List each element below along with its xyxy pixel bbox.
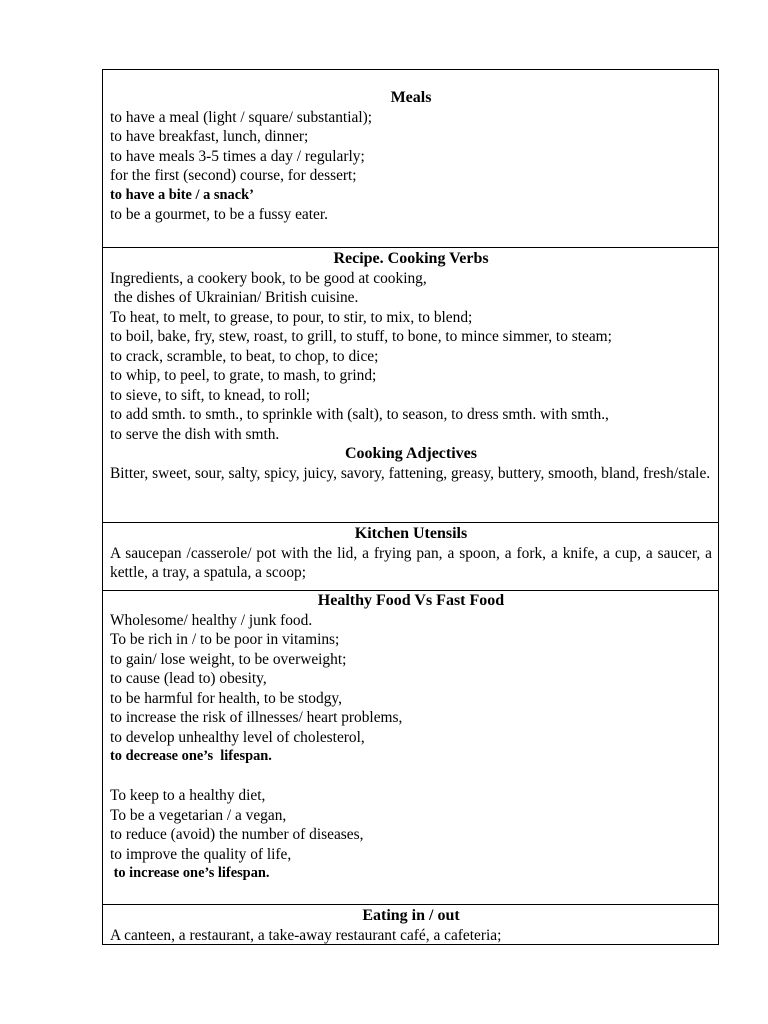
healthy-line: to cause (lead to) obesity, xyxy=(110,670,267,687)
meals-line: to be a gourmet, to be a fussy eater. xyxy=(110,206,328,223)
recipe-line: to sieve, to sift, to knead, to roll; xyxy=(110,386,311,404)
recipe-line: Ingredients, a cookery book, to be good at cooking, xyxy=(110,269,427,287)
section-meals xyxy=(103,70,718,247)
healthy-line: to develop unhealthy level of cholesterol, xyxy=(110,728,365,746)
meals-line: to have breakfast, lunch, dinner; xyxy=(110,128,309,145)
healthy-line-bold: to increase one’s lifespan. xyxy=(110,865,270,881)
healthy-line: To be rich in / to be poor in vitamins; xyxy=(110,631,340,648)
section-eating-in-out xyxy=(103,904,718,944)
healthy-line: To be a vegetarian / a vegan, xyxy=(110,806,287,824)
healthy-line: To keep to a healthy diet, xyxy=(110,787,266,804)
meals-line: to have meals 3-5 times a day / regularly; xyxy=(110,147,365,165)
utensils-text: A saucepan /casserole/ pot with the lid, a frying pan, a spoon, a fork, a knife, a cup, a saucer, a kettle, a tray, a spatula, a scoop; xyxy=(110,544,712,581)
section-title-utensils: Kitchen Utensils xyxy=(354,525,468,542)
healthy-line: to reduce (avoid) the number of diseases, xyxy=(110,826,364,843)
healthy-line: to increase the risk of illnesses/ heart problems, xyxy=(110,709,403,726)
blank-line xyxy=(110,767,712,787)
meals-line: to have a meal (light / square/ substantial); xyxy=(110,108,372,126)
section-title-eating-in-out: Eating in / out xyxy=(362,907,460,924)
section-utensils xyxy=(103,522,718,590)
healthy-line: to improve the quality of life, xyxy=(110,845,292,863)
healthy-line: Wholesome/ healthy / junk food. xyxy=(110,611,313,629)
recipe-line: to boil, bake, fry, stew, roast, to grill, to stuff, to bone, to mince simmer, to steam; xyxy=(110,328,612,345)
recipe-line: to serve the dish with smth. xyxy=(110,425,280,443)
section-healthy-food xyxy=(103,590,718,904)
section-title-adjectives: Cooking Adjectives xyxy=(345,445,477,462)
meals-line-bold: to have a bite / a snack’ xyxy=(110,186,254,203)
vocabulary-table xyxy=(102,69,719,945)
eating-text: A canteen, a restaurant, a take-away restaurant café, a cafeteria; xyxy=(110,926,502,944)
recipe-line: to add smth. to smth., to sprinkle with (salt), to season, to dress smth. with smth., xyxy=(110,406,609,423)
section-title-meals: Meals xyxy=(390,89,432,106)
section-title-healthy-food: Healthy Food Vs Fast Food xyxy=(317,592,505,609)
healthy-line: to be harmful for health, to be stodgy, xyxy=(110,689,342,707)
healthy-line: to gain/ lose weight, to be overweight; xyxy=(110,650,347,668)
section-recipe xyxy=(103,247,718,522)
recipe-line: To heat, to melt, to grease, to pour, to stir, to mix, to blend; xyxy=(110,308,473,326)
recipe-line: to whip, to peel, to grate, to mash, to grind; xyxy=(110,367,377,384)
adjectives-text: Bitter, sweet, sour, salty, spicy, juicy, savory, fattening, greasy, buttery, smooth, bland, fresh/stale. xyxy=(110,464,711,482)
section-title-recipe: Recipe. Cooking Verbs xyxy=(333,250,489,267)
recipe-line: the dishes of Ukrainian/ British cuisine. xyxy=(110,289,359,306)
recipe-line: to crack, scramble, to beat, to chop, to dice; xyxy=(110,347,379,365)
meals-line: for the first (second) course, for dessert; xyxy=(110,167,357,184)
healthy-line-bold: to decrease one’s lifespan. xyxy=(110,748,272,764)
